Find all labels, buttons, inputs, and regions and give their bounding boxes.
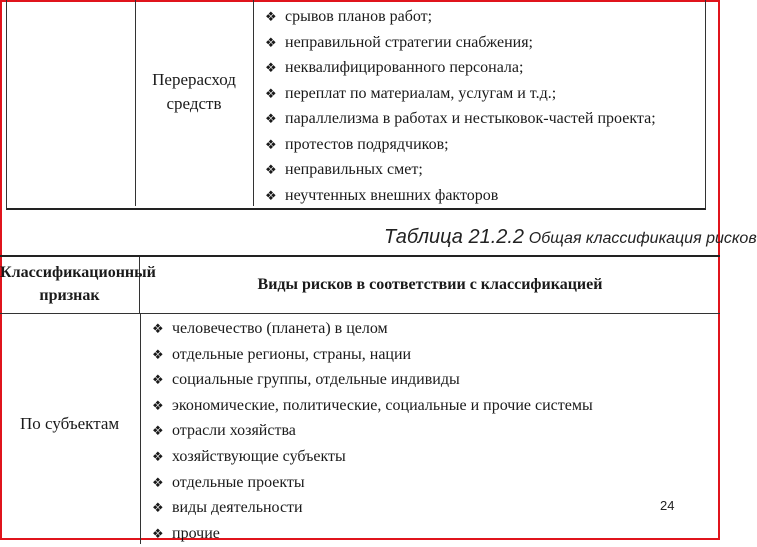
risk-list-item bbox=[265, 55, 656, 81]
risk-list-item-text: неучтенных внешних факторов bbox=[285, 186, 499, 204]
risk-list-item-text: отдельные проекты bbox=[172, 473, 305, 491]
upper-table-category: Перерасход средств bbox=[152, 70, 236, 113]
risk-list-item-text: неквалифицированного персонала; bbox=[285, 59, 524, 76]
subjects-category: По субъектам bbox=[20, 414, 120, 433]
risk-list-item-text: экономические, политические, социальные и прочие системы bbox=[172, 396, 593, 414]
risk-list-item bbox=[265, 132, 656, 158]
risk-list-item-text: отдельные регионы, страны, нации bbox=[172, 345, 412, 363]
table-caption bbox=[384, 226, 757, 249]
diamond-bullet-icon: ❖ bbox=[265, 136, 277, 152]
risk-list-item bbox=[152, 393, 593, 419]
risk-list-item-text: отрасли хозяйства bbox=[172, 422, 296, 440]
table-row-by-subjects bbox=[0, 314, 720, 544]
risk-list-item-text: человечество (планета) в целом bbox=[172, 320, 388, 337]
risk-list-item-text: протестов подрядчиков; bbox=[285, 135, 449, 153]
risk-list-item bbox=[265, 157, 656, 183]
risk-list-item bbox=[265, 81, 656, 107]
upper-table-category-cell bbox=[135, 0, 254, 206]
diamond-bullet-icon: ❖ bbox=[265, 60, 277, 75]
risk-list-item-text: неправильных смет; bbox=[285, 161, 423, 178]
risk-list-item-text: виды деятельности bbox=[172, 499, 303, 517]
risk-list-item bbox=[265, 106, 656, 132]
risk-list-item-text: переплат по материалам, услугам и т.д.; bbox=[285, 84, 557, 102]
risk-list-item bbox=[152, 470, 593, 496]
risk-list-item bbox=[152, 342, 593, 368]
risk-list-item-text: параллелизма в работах и нестыковок-частей проекта; bbox=[285, 110, 656, 127]
diamond-bullet-icon: ❖ bbox=[152, 397, 164, 413]
risk-list-item-text: прочие bbox=[172, 524, 220, 542]
header-classification-feature: Классификационный признак bbox=[0, 257, 140, 313]
risk-list-item bbox=[265, 183, 656, 209]
table-caption-text: Общая классификация рисков bbox=[528, 230, 757, 247]
diamond-bullet-icon: ❖ bbox=[265, 162, 277, 177]
diamond-bullet-icon: ❖ bbox=[265, 111, 277, 126]
diamond-bullet-icon: ❖ bbox=[265, 9, 277, 24]
risk-list-item-text: неправильной стратегии снабжения; bbox=[285, 33, 533, 51]
upper-table-empty-cell bbox=[7, 0, 136, 206]
risk-list-item bbox=[152, 521, 593, 547]
diamond-bullet-icon: ❖ bbox=[152, 372, 164, 388]
subjects-category-cell bbox=[0, 314, 141, 544]
subjects-risk-list bbox=[152, 316, 593, 546]
risk-list-item bbox=[265, 30, 656, 56]
classification-table bbox=[0, 255, 720, 547]
diamond-bullet-icon: ❖ bbox=[152, 423, 164, 439]
diamond-bullet-icon: ❖ bbox=[265, 85, 277, 101]
diamond-bullet-icon: ❖ bbox=[152, 346, 164, 362]
upper-table-risk-list bbox=[265, 4, 656, 208]
risk-list-item-text: срывов планов работ; bbox=[285, 8, 433, 25]
diamond-bullet-icon: ❖ bbox=[265, 34, 277, 50]
diamond-bullet-icon: ❖ bbox=[265, 187, 277, 203]
diamond-bullet-icon: ❖ bbox=[152, 321, 164, 336]
risk-list-item bbox=[152, 316, 593, 342]
diamond-bullet-icon: ❖ bbox=[152, 525, 164, 541]
risk-list-item bbox=[152, 367, 593, 393]
upper-table bbox=[6, 0, 706, 210]
header-risk-types: Виды рисков в соответствии с классификацией bbox=[257, 276, 603, 293]
table-caption-number: Таблица 21.2.2 bbox=[384, 226, 525, 248]
diamond-bullet-icon: ❖ bbox=[152, 448, 164, 464]
diamond-bullet-icon: ❖ bbox=[152, 500, 164, 516]
risk-list-item bbox=[152, 444, 593, 470]
risk-list-item bbox=[152, 418, 593, 444]
table-header-row bbox=[0, 257, 720, 314]
risk-list-item bbox=[152, 495, 593, 521]
risk-list-item-text: социальные группы, отдельные индивиды bbox=[172, 371, 460, 389]
diamond-bullet-icon: ❖ bbox=[152, 474, 164, 490]
risk-list-item-text: хозяйствующие субъекты bbox=[172, 447, 346, 465]
page-number: 24 bbox=[660, 498, 675, 513]
risk-list-item bbox=[265, 4, 656, 30]
